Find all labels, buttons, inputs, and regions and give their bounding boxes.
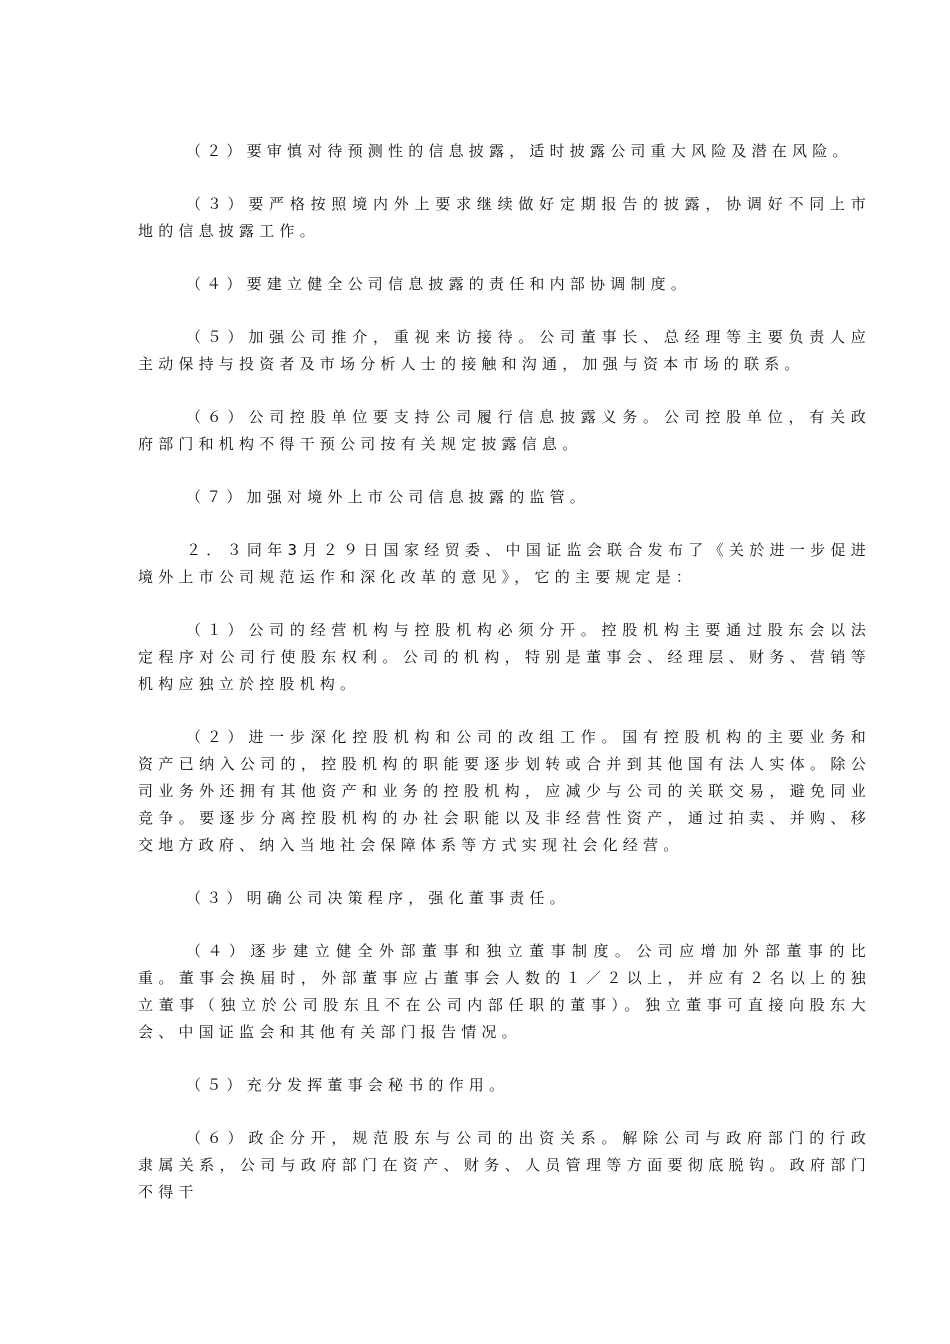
paragraph-item-7-supervision: （７）加强对境外上市公司信息披露的监管。 <box>186 488 591 506</box>
paragraph-item-6-government-separation: （６）政企分开，规范股东与公司的出资关系。解除公司与政府部门的行政隶属关系，公司与政府部门在资产、财务、人员管理等方面要彻底脱钩。政府部门不得干 <box>138 1129 871 1201</box>
paragraph-item-2-prudent-forecast: （２）要审慎对待预测性的信息披露，适时披露公司重大风险及潜在风险。 <box>186 142 853 160</box>
paragraph-item-5-board-secretary: （５）充分发挥董事会秘书的作用。 <box>186 1076 510 1094</box>
paragraph-section-2-3-opinion: ２．３同年3月２９日国家经贸委、中国证监会联合发布了《关於进一步促进境外上市公司规范运作和深化改革的意见》，它的主要规定是： <box>138 541 871 586</box>
document-body <box>138 138 871 1232</box>
paragraph-item-3-periodic-reports: （３）要严格按照境内外上要求继续做好定期报告的披露，协调好不同上市地的信息披露工作。 <box>138 195 871 240</box>
paragraph-item-2-restructuring: （２）进一步深化控股机构和公司的改组工作。国有控股机构的主要业务和资产已纳入公司的，控股机构的职能要逐步划转或合并到其他国有法人实体。除公司业务外还拥有其他资产和业务的控股机构，应减少与公司的关联交易，避免同业竞争。要逐步分离控股机构的办社会职能以及非经营性资产，通过拍卖、并购、移交地方政府、纳入当地社会保障体系等方式实现社会化经营。 <box>138 728 871 854</box>
paragraph-item-3-decision-process: （３）明确公司决策程序，强化董事责任。 <box>186 889 570 907</box>
paragraph-item-6-controlling-unit: （６）公司控股单位要支持公司履行信息披露义务。公司控股单位，有关政府部门和机构不得干预公司按有关规定披露信息。 <box>138 408 871 453</box>
paragraph-item-5-investor-relations: （５）加强公司推介，重视来访接待。公司董事长、总经理等主要负责人应主动保持与投资者及市场分析人士的接触和沟通，加强与资本市场的联系。 <box>138 328 871 373</box>
paragraph-item-1-separation: （１）公司的经营机构与控股机构必须分开。控股机构主要通过股东会以法定程序对公司行使股东权利。公司的机构，特别是董事会、经理层、财务、营销等机构应独立於控股机构。 <box>138 621 871 693</box>
paragraph-item-4-independent-directors: （４）逐步建立健全外部董事和独立董事制度。公司应增加外部董事的比重。董事会换届时，外部董事应占董事会人数的１／２以上，并应有２名以上的独立董事（独立於公司股东且不在公司内部任职的董事）。独立董事可直接向股东大会、中国证监会和其他有关部门报告情况。 <box>138 942 871 1041</box>
paragraph-item-4-disclosure-system: （４）要建立健全公司信息披露的责任和内部协调制度。 <box>186 275 692 293</box>
